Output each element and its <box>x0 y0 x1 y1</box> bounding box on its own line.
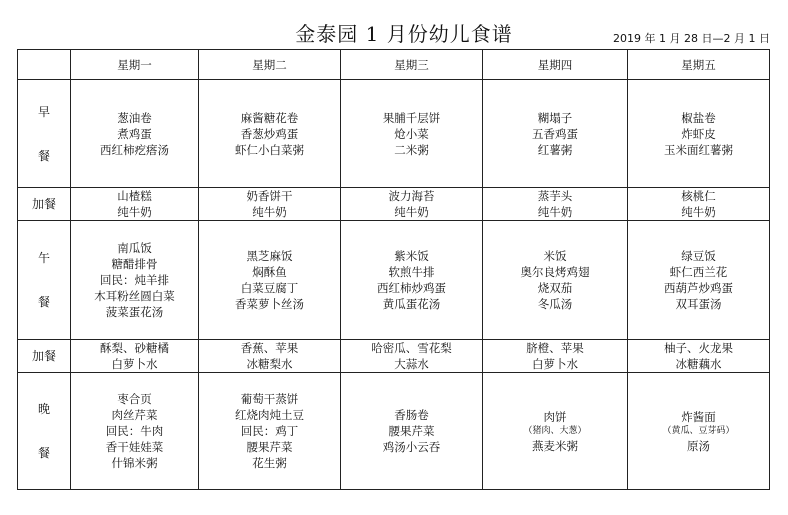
dish-item: 焖酥鱼 <box>252 265 287 279</box>
dish-item: 什锦米粥 <box>111 456 158 470</box>
dish-item: 腰果芹菜 <box>388 424 435 438</box>
menu-cell <box>71 340 199 373</box>
dish-item: 燕麦米粥 <box>532 438 578 453</box>
day-header: 星期一 <box>71 50 199 80</box>
dish-item: 西红柿炒鸡蛋 <box>377 281 446 295</box>
menu-cell <box>199 80 341 188</box>
breakfast-row <box>18 80 770 188</box>
dish-item: 回民：牛肉 <box>105 424 164 438</box>
menu-cell <box>341 188 483 221</box>
menu-cell <box>341 80 483 188</box>
day-header: 星期三 <box>341 50 483 80</box>
dish-item: 炸虾皮 <box>681 126 716 141</box>
header-row <box>18 50 770 80</box>
header-corner <box>18 50 71 80</box>
dish-item: 香菜萝卜丝汤 <box>235 297 304 311</box>
dish-item: 西红柿疙瘩汤 <box>100 142 169 157</box>
menu-cell <box>71 373 199 490</box>
dish-item: 虾仁西兰花 <box>669 265 728 279</box>
dish-item: 柚子、火龙果 <box>664 341 733 355</box>
dish-item: 山楂糕 <box>117 189 152 203</box>
menu-cell <box>628 188 770 221</box>
dish-item: 纯牛奶 <box>537 205 573 219</box>
dish-item: 玉米面红薯粥 <box>664 142 733 157</box>
menu-table <box>17 49 770 490</box>
dish-item: 黑芝麻饭 <box>246 249 293 263</box>
menu-cell <box>71 221 199 340</box>
menu-cell <box>199 373 341 490</box>
dish-item: 核桃仁 <box>681 189 716 203</box>
dish-item: 果脯千层饼 <box>382 110 441 125</box>
dish-item: 黄瓜蛋花汤 <box>382 297 441 311</box>
snack-label: 加餐 <box>18 340 71 373</box>
menu-cell <box>628 373 770 490</box>
dish-item: 枣合页 <box>117 392 152 406</box>
dish-item: 米饭 <box>543 249 567 263</box>
dish-item: 香葱炒鸡蛋 <box>240 126 299 141</box>
dish-item: 虾仁小白菜粥 <box>235 142 304 157</box>
dish-item: 香肠卷 <box>394 408 429 422</box>
dish-item: 烧双茄 <box>537 281 573 295</box>
dish-item: 回民：炖羊排 <box>100 273 169 287</box>
dish-item: 冬瓜汤 <box>537 297 573 311</box>
dish-item: 原汤 <box>687 438 710 453</box>
morning-snack-row <box>18 188 770 221</box>
dish-item: 煮鸡蛋 <box>117 126 152 141</box>
dish-item: 波力海苔 <box>388 189 435 203</box>
breakfast-label: 早 餐 <box>18 80 71 188</box>
day-header: 星期五 <box>628 50 770 80</box>
menu-cell <box>71 80 199 188</box>
dish-item: 葱油卷 <box>117 110 152 125</box>
dish-item: 炝小菜 <box>394 126 429 141</box>
lunch-row <box>18 221 770 340</box>
menu-cell <box>483 340 628 373</box>
dish-item: 肉饼 <box>543 409 567 424</box>
dish-item: 回民：鸡丁 <box>240 424 299 438</box>
lunch-label: 午 餐 <box>18 221 71 340</box>
dish-item: 糊塌子 <box>537 110 573 125</box>
menu-cell <box>341 373 483 490</box>
dish-item: 白萝卜水 <box>532 357 578 371</box>
dish-item: 奶香饼干 <box>246 189 293 203</box>
dish-item: 纯牛奶 <box>252 205 287 219</box>
day-header: 星期二 <box>199 50 341 80</box>
dish-item: 南瓜饭 <box>117 241 152 255</box>
dish-item: 软煎牛排 <box>388 265 435 279</box>
dish-item: 腰果芹菜 <box>246 440 293 454</box>
dish-item: 纯牛奶 <box>117 205 152 219</box>
menu-cell <box>483 221 628 340</box>
dish-item: 白萝卜水 <box>111 357 158 371</box>
dinner-row <box>18 373 770 490</box>
menu-cell <box>628 340 770 373</box>
dish-item: 绿豆饭 <box>681 249 716 263</box>
menu-cell <box>199 221 341 340</box>
menu-cell <box>483 373 628 490</box>
page-title: 金泰园 1 月份幼儿食谱 <box>295 22 513 46</box>
dish-item: 哈密瓜、雪花梨 <box>371 341 452 355</box>
dish-item: 冰糖藕水 <box>675 357 722 371</box>
menu-cell <box>199 340 341 373</box>
dish-item: 香干娃娃菜 <box>105 440 164 454</box>
dish-item: 红烧肉炖土豆 <box>235 408 304 422</box>
day-header: 星期四 <box>483 50 628 80</box>
menu-cell <box>341 340 483 373</box>
menu-cell <box>628 221 770 340</box>
menu-cell <box>628 80 770 188</box>
dish-item: 麻酱糖花卷 <box>240 110 299 125</box>
dish-item: 酥梨、砂糖橘 <box>100 341 169 355</box>
dish-item: 双耳蛋汤 <box>675 297 722 311</box>
dish-item: 二米粥 <box>394 142 429 157</box>
menu-cell <box>71 188 199 221</box>
dinner-label: 晚 餐 <box>18 373 71 490</box>
dish-item: 大蒜水 <box>394 357 429 371</box>
snack-label: 加餐 <box>18 188 71 221</box>
dish-item: 西葫芦炒鸡蛋 <box>664 281 733 295</box>
dish-item: 紫米饭 <box>394 249 429 263</box>
dish-item: 糖醋排骨 <box>111 257 158 271</box>
dish-item: 奥尔良烤鸡翅 <box>520 265 590 279</box>
dish-item: 木耳粉丝圆白菜 <box>94 289 175 303</box>
dish-item: 香蕉、苹果 <box>240 341 299 355</box>
afternoon-snack-row <box>18 340 770 373</box>
menu-cell <box>199 188 341 221</box>
dish-item: 冰糖梨水 <box>246 357 293 371</box>
dish-item: 椒盐卷 <box>681 110 716 125</box>
dish-item: （黄瓜、豆芽码） <box>662 425 735 436</box>
dish-item: 纯牛奶 <box>394 205 429 219</box>
dish-item: 肉丝芹菜 <box>111 408 158 422</box>
dish-item: 蒸芋头 <box>537 189 573 203</box>
menu-cell <box>341 221 483 340</box>
dish-item: 花生粥 <box>252 456 287 470</box>
dish-item: 红薯粥 <box>537 142 573 157</box>
dish-item: （猪肉、大葱） <box>523 425 587 436</box>
menu-cell <box>483 80 628 188</box>
dish-item: 菠菜蛋花汤 <box>105 305 164 319</box>
dish-item: 炸酱面 <box>681 409 716 424</box>
date-range: 2019 年 1 月 28 日—2 月 1 日 <box>613 32 770 45</box>
dish-item: 白菜豆腐丁 <box>240 281 299 295</box>
menu-cell <box>483 188 628 221</box>
dish-item: 鸡汤小云吞 <box>382 440 441 454</box>
dish-item: 葡萄干蒸饼 <box>240 392 299 406</box>
dish-item: 纯牛奶 <box>681 205 716 219</box>
dish-item: 五香鸡蛋 <box>532 126 578 141</box>
dish-item: 脐橙、苹果 <box>526 341 584 355</box>
